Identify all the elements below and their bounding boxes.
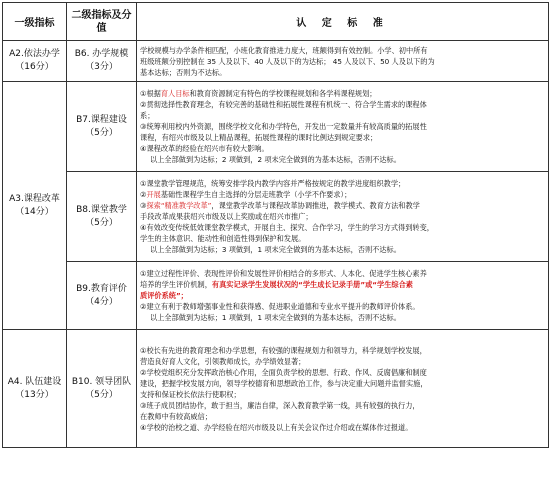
criteria-text: 基础性课程学生自主选择的分层走班教学（小学不作要求）； <box>160 190 352 199</box>
criteria-line: ④课程改革的经验在绍兴市有较大影响。 <box>140 144 269 153</box>
criteria-line: ④有效改变传统低效课堂教学模式，开展自主、探究、合作学习，学生的学习方式得到转变， <box>140 223 434 232</box>
criteria-line: 学生的主体意识、能动性和创造性得到保护和发展。 <box>140 234 306 243</box>
criteria-line: 班级班额分别控制在 35 人及以下、40 人及以下的为达标； 45 人及以下、50 人及以下的为 <box>140 56 435 66</box>
level2-cell: B7.课程建设（5分） <box>67 82 137 172</box>
table-header-row <box>3 3 549 41</box>
level2-cell: B10. 领导团队（5分） <box>67 330 137 448</box>
highlight-text: 育人目标 <box>160 89 190 98</box>
level1-cell: A3.课程改革（14分） <box>3 82 67 330</box>
criteria-line: 支持和保证校长依法行使职权； <box>140 389 241 399</box>
criteria-cell <box>137 172 549 262</box>
table-row <box>3 82 549 172</box>
criteria-line: 课程，有绍兴市级及以上精品课程，拓展性课程的课时比例达到规定要求； <box>140 133 378 142</box>
level1-cell: A2.依法办学（16分） <box>3 41 67 82</box>
level1-cell: A4. 队伍建设（13分） <box>3 330 67 448</box>
criteria-line: 基本达标；否则为不达标。 <box>140 67 227 77</box>
criteria-line: 在教师中有较高威信； <box>140 411 212 421</box>
criteria-line: ②建立有利于教师增强事业性和获得感、促进职业道德和专业水平提升的教师评价体系。 <box>140 302 420 311</box>
highlight-text: 开展 <box>146 190 161 199</box>
header-level2: 二级指标及分值 <box>67 3 137 41</box>
criteria-line <box>140 88 545 99</box>
highlight-text: 质评价系统”； <box>140 291 188 300</box>
highlight-text: 有真实记录学生发展状况的“学生成长记录手册”或“学生综合素 <box>211 280 413 289</box>
criteria-line: ①课堂教学管理规范，统筹安排学段内教学内容并严格按规定的教学进度组织教学； <box>140 179 406 188</box>
header-level1: 一级指标 <box>3 3 67 41</box>
criteria-line <box>140 279 545 290</box>
criteria-cell <box>137 330 549 448</box>
table-row <box>3 41 549 82</box>
criteria-line: 建设，把握学校发展方向，领导学校德育和思想政治工作，参与决定重大问题并监督实施， <box>140 378 428 388</box>
criteria-line: ③统筹利用校内外资源，围绕学校文化和办学特色，开发出一定数量并有较高质量的拓展性 <box>140 122 427 131</box>
level2-cell: B6. 办学规模（3分） <box>67 41 137 82</box>
table-row <box>3 262 549 330</box>
criteria-text: 和教育资源制定有特色的学校课程规划和各学科课程规划； <box>189 89 377 98</box>
criteria-line: 以上全部做到为达标；3 项做到，1 项未完全做到的为基本达标，否则不达标。 <box>150 245 401 254</box>
criteria-cell <box>137 41 549 82</box>
criteria-line: 以上全部做到为达标；2 项做到，2 项未完全做到的为基本达标，否则不达标。 <box>150 155 401 164</box>
table-row <box>3 172 549 262</box>
criteria-line <box>140 200 545 211</box>
criteria-text: ③ <box>140 201 147 210</box>
criteria-line: ③班子成员团结协作，敢于担当，廉洁自律，深入教育教学第一线，具有较强的执行力， <box>140 400 420 410</box>
criteria-line: ①校长有先进的教育理念和办学思想，有较强的课程规划力和领导力，科学规划学校发展， <box>140 345 427 355</box>
criteria-line: 以上全部做到为达标；1 项做到，1 项未完全做到的为基本达标，否则不达标。 <box>150 313 401 322</box>
header-criteria: 认 定 标 准 <box>137 3 549 41</box>
criteria-cell <box>137 262 549 330</box>
criteria-line: ④学校的治校之道、办学经验在绍兴市级及以上有关会议作过介绍或在媒体作过报道。 <box>140 422 413 432</box>
criteria-text: ② <box>140 190 147 199</box>
highlight-text: 探索“精准教学改革” <box>146 201 212 210</box>
criteria-line <box>140 189 545 200</box>
criteria-line: 系； <box>140 111 155 120</box>
criteria-text: ，课堂教学改革与课程改革协调推进，教学模式、教育方法和教学 <box>211 201 420 210</box>
criteria-text: 培养的学生评价机制， <box>140 280 212 289</box>
criteria-line: 营造良好育人文化，引领教师成长，办学绩效显著； <box>140 356 306 366</box>
criteria-cell <box>137 82 549 172</box>
table-row <box>3 330 549 448</box>
criteria-line: 手段改革成果获绍兴市级及以上奖励或在绍兴市推广； <box>140 212 313 221</box>
level2-cell: B9.教育评价（4分） <box>67 262 137 330</box>
criteria-line: ②学校党组织充分发挥政治核心作用，全面负责学校的思想、行政、作风、反腐倡廉和制度 <box>140 367 427 377</box>
level2-cell: B8.课堂教学（5分） <box>67 172 137 262</box>
criteria-text: ①根据 <box>140 89 161 98</box>
criteria-line: ②贯彻选择性教育理念，有较完善的基础性和拓展性课程有机统一、符合学生需求的课程体 <box>140 100 427 109</box>
criteria-line: ①建立过程性评价、表现性评价和发展性评价相结合的多形式、人本化、促进学生核心素养 <box>140 269 427 278</box>
criteria-line: 学校规模与办学条件相匹配，小班化教育推进力度大，班额得到有效控制。小学、初中所有 <box>140 45 428 55</box>
evaluation-table <box>2 2 549 448</box>
